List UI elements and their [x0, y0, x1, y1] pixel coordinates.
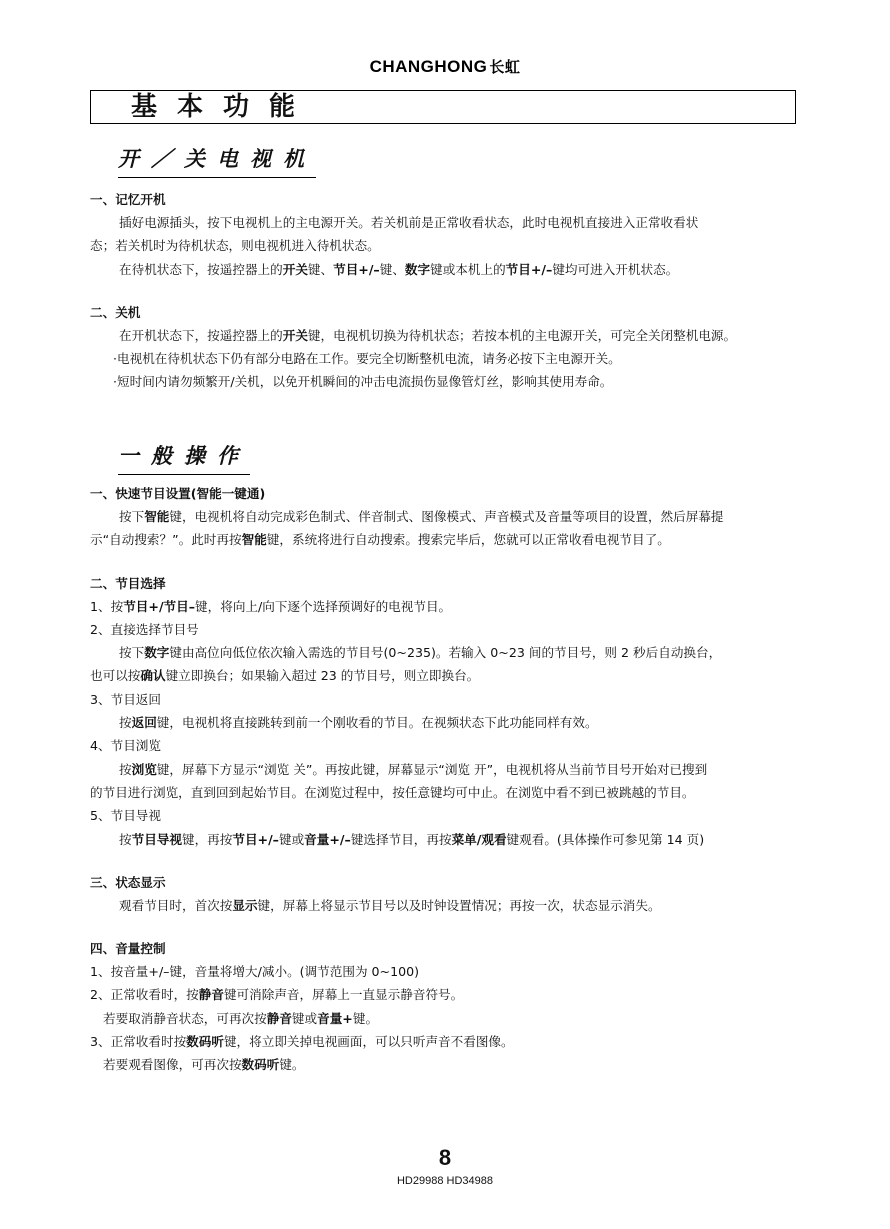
paragraph: 在开机状态下，按遥控器上的开关键，电视机切换为待机状态；若按本机的主电源开关，可完全关闭整机电源。 — [119, 327, 737, 343]
page-number: 8 — [438, 1145, 452, 1170]
paragraph: 按下智能键，电视机将自动完成彩色制式、伴音制式、图像模式、声音模式及音量等项目的设置，然后屏幕提 示“自动搜索？”。此时再按智能键，系统将进行自动搜索。搜索完毕后，您就可以正常收看电视节目了。 — [90, 509, 724, 548]
brand-logo — [0, 56, 890, 77]
paragraph: 在待机状态下，按遥控器上的开关键、节目+/–键、数字键或本机上的节目+/–键均可进入开机状态。 — [119, 261, 679, 277]
logo-cn: 长虹 — [489, 58, 521, 76]
section-title-operation: 一般操作 — [118, 440, 250, 475]
paragraph: 观看节目时，首次按显示键，屏幕上将显示节目号以及时钟设置情况；再按一次，状态显示消失。 — [119, 897, 661, 913]
heading-program-select: 二、节目选择 — [90, 575, 166, 591]
list-item: 3、节目返回 — [90, 691, 161, 707]
logo-text: CHANGHONG — [369, 57, 488, 76]
list-item: 5、节目导视 — [90, 808, 161, 824]
list-item: 1、按音量+/–键，音量将增大/减小。(调节范围为 0~100) — [90, 964, 420, 980]
heading-quick-setup: 一、快速节目设置(智能一键通) — [90, 486, 266, 501]
bullet-item: ·短时间内请勿频繁开/关机，以免开机瞬间的冲击电流损伤显像管灯丝，影响其使用寿命。 — [113, 374, 613, 390]
paragraph: 插好电源插头，按下电视机上的主电源开关。若关机前是正常收看状态，此时电视机直接进入正常收看状 态；若关机时为待机状态，则电视机进入待机状态。 — [90, 215, 699, 254]
paragraph: 若要观看图像，可再次按数码听键。 — [103, 1057, 305, 1073]
paragraph: 若要取消静音状态，可再次按静音键或音量+键。 — [103, 1010, 379, 1026]
heading-power-off: 二、关机 — [90, 304, 141, 320]
list-item: 3、正常收看时按数码听键，将立即关掉电视画面，可以只听声音不看图像。 — [90, 1034, 514, 1050]
section-title-power: 开／关电视机 — [118, 143, 316, 178]
section-operation-content — [90, 483, 802, 1077]
paragraph: 按返回键，电视机将直接跳转到前一个刚收看的节目。在视频状态下此功能同样有效。 — [119, 715, 598, 731]
paragraph: 按节目导视键，再按节目+/–键或音量+/–键选择节目，再按菜单/观看键观看。(具体操作可参见第 14 页) — [119, 831, 705, 847]
heading-status-display: 三、状态显示 — [90, 874, 166, 890]
heading-volume-control: 四、音量控制 — [90, 941, 166, 957]
list-item: 2、直接选择节目号 — [90, 621, 199, 637]
paragraph: 按浏览键，屏幕下方显示“浏览 关”。再按此键，屏幕显示“浏览 开”，电视机将从当前节目号开始对已搜到 的节目进行浏览，直到回到起始节目。在浏览过程中，按任意键均可中止。在浏览中看不到已被跳越的节目。 — [90, 761, 708, 800]
page-title: 基本功能 — [90, 90, 796, 124]
list-item: 4、节目浏览 — [90, 738, 161, 754]
bullet-item: ·电视机在待机状态下仍有部分电路在工作。要完全切断整机电流，请务必按下主电源开关。 — [113, 351, 621, 367]
list-item: 2、正常收看时，按静音键可消除声音，屏幕上一直显示静音符号。 — [90, 987, 464, 1003]
paragraph: 按下数字键由高位向低位依次输入需选的节目号(0~235)。若输入 0~23 间的节目号，则 2 秒后自动换台， 也可以按确认键立即换台；如果输入超过 23 的节目号，则立即换台。 — [90, 645, 722, 684]
heading-memory-power: 一、记忆开机 — [90, 192, 166, 207]
list-item: 1、按节目+/节目–键，将向上/向下逐个选择预调好的电视节目。 — [90, 598, 452, 614]
section-power-content — [90, 189, 802, 394]
model-numbers: HD29988 HD34988 — [396, 1175, 493, 1187]
